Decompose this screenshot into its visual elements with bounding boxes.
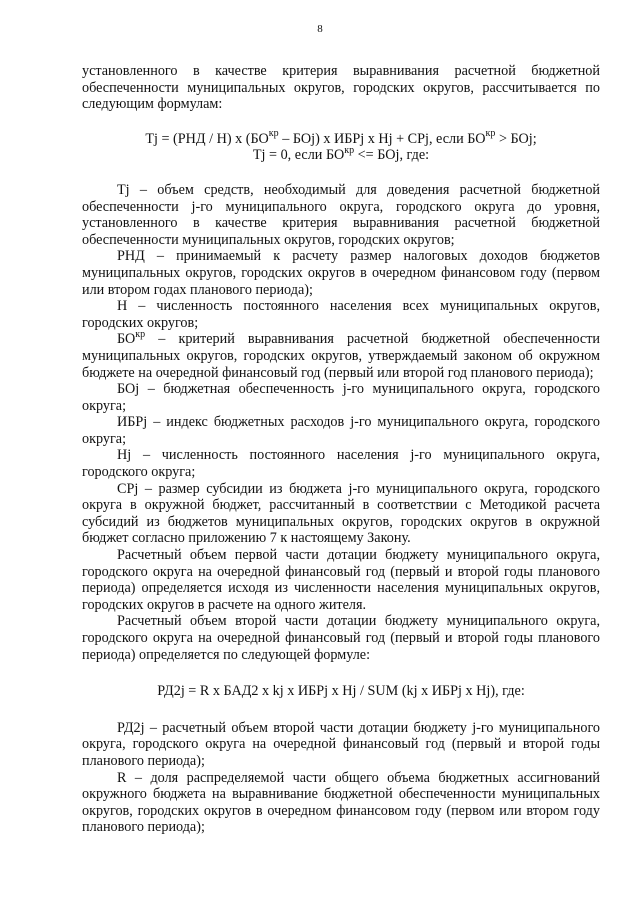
def-tj: Tj – объем средств, необходимый для доведения расчетной бюджетной обеспеченности j-го муниципального округа, городского округа до уровня, установленного в качестве критерия выравнивания расчетной бюджетной обеспеченности муниципальных округов, городских округов; [82, 181, 600, 248]
def-bokr: $БО^{кр}$ – критерий выравнивания расчетной бюджетной обеспеченности муниципальных округов, городских округов, утверждаемый законом об окружном бюджете на очередной финансовый год (первый или второй год планового периода); [82, 328, 600, 381]
paragraph-first-part: Расчетный объем первой части дотации бюджету муниципального округа, городского округа на очередной финансовый год (первый и второй годы планового периода) определяется исходя из численности населения муниципальных округов, городских округов в расчете на одного жителя. [82, 547, 600, 613]
def-ibrj: ИБРj – индекс бюджетных расходов j-го муниципального округа, городского округа; [82, 414, 600, 447]
def-cpj: СPj – размер субсидии из бюджета j-го муниципального округа, городского округа в окружной бюджет, рассчитанный в соответствии с Методикой расчета субсидий из бюджетов муниципальных округов, городских округов в окружной бюджет согласно приложению 7 к настоящему Закону. [82, 480, 600, 547]
document-body [82, 63, 600, 836]
def-rnd: РНД – принимаемый к расчету размер налоговых доходов бюджетов муниципальных округов, городских округов в очередном финансовом году (первом или втором годах планового периода); [82, 248, 600, 298]
paragraph-second-part: Расчетный объем второй части дотации бюджету муниципального округа, городского округа на очередной финансовый год (первый и второй годы планового периода) определяется по следующей формуле: [82, 613, 600, 663]
intro-paragraph: установленного в качестве критерия выравнивания расчетной бюджетной обеспеченности муниципальных округов, городских округов, рассчитывается по следующим формулам: [82, 63, 600, 113]
formula-tj: Tj = (РНД / Н) х $(БО^{кр} - БОj)$ х ИБРj х Hj + СPj, если $БО^{кр}$ > БОj; [145, 128, 537, 147]
formula-tj-zero: Tj = 0, если $БО^{кр}$ <= БОj, где: [252, 144, 430, 164]
def-r: R – доля распределяемой части общего объема бюджетных ассигнований окружного бюджета на выравнивание бюджетной обеспеченности муниципальных округов, городских округов в очередном финансовом году (первом или втором году планового периода); [82, 769, 600, 836]
page-number: 8 [317, 23, 323, 35]
def-hj: Hj – численность постоянного населения j-го муниципального округа, городского округа; [82, 447, 600, 481]
def-rd2j: РД2j – расчетный объем второй части дотации бюджету j-го муниципального округа, городского округа на очередной финансовый год (первый и второй годы планового периода); [82, 719, 600, 769]
formula-rd2j: РД2j = R х БАД2 х kj х ИБРj х Hj / SUM (kj х ИБРj х Hj), где: [157, 683, 525, 700]
def-boj: БОj – бюджетная обеспеченность j-го муниципального округа, городского округа; [82, 381, 600, 414]
def-n: Н – численность постоянного населения всех муниципальных округов, городских округов; [82, 298, 600, 331]
